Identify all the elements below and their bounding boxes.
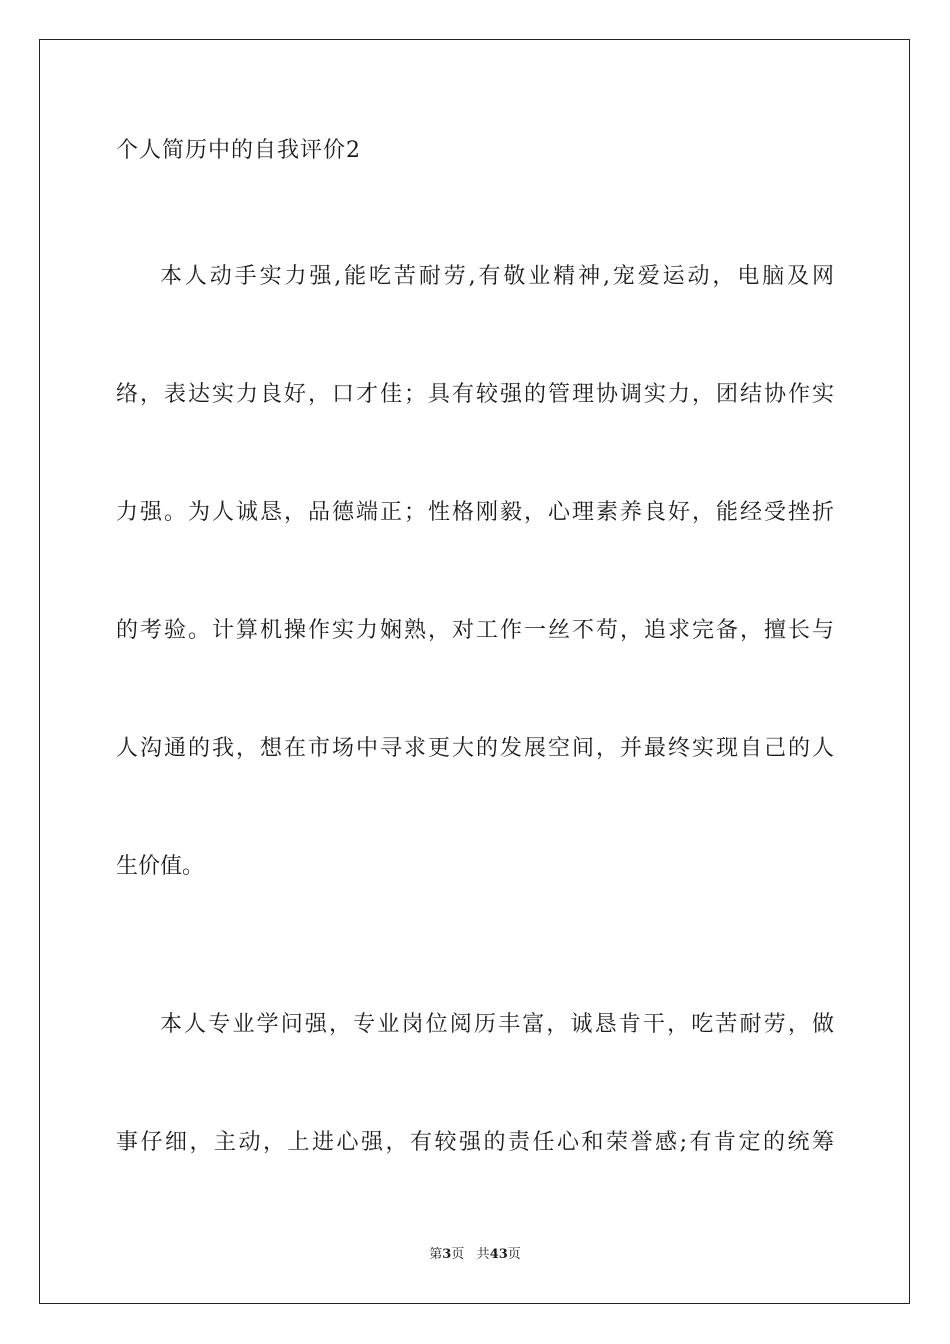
footer-total-prefix: 共 xyxy=(476,1247,490,1262)
footer-page-number: 3 xyxy=(442,1247,452,1262)
page-footer xyxy=(0,1246,950,1264)
paragraph-1-line-4: 的考验。计算机操作实力娴熟，对工作一丝不苟，追求完备，擅长与 xyxy=(116,618,834,643)
paragraph-1-line-6: 生价值。 xyxy=(116,854,205,879)
paragraph-1-line-5: 人沟通的我，想在市场中寻求更大的发展空间，并最终实现自己的人 xyxy=(116,736,834,761)
document-title: 个人简历中的自我评价2 xyxy=(116,138,361,163)
page-frame xyxy=(39,39,910,1304)
paragraph-1-line-3: 力强。为人诚恳，品德端正；性格刚毅，心理素养良好，能经受挫折 xyxy=(116,500,834,525)
paragraph-1-line-1: 本人动手实力强,能吃苦耐劳,有敬业精神,宠爱运动，电脑及网 xyxy=(160,264,834,289)
footer-page-suffix: 页 xyxy=(451,1247,465,1262)
paragraph-2-line-1: 本人专业学问强，专业岗位阅历丰富，诚恳肯干，吃苦耐劳，做 xyxy=(160,1012,834,1037)
paragraph-2-line-2: 事仔细，主动，上进心强，有较强的责任心和荣誉感;有肯定的统筹 xyxy=(116,1130,834,1155)
footer-page-prefix: 第 xyxy=(429,1247,443,1262)
footer-total-pages: 43 xyxy=(489,1247,508,1262)
footer-total-suffix: 页 xyxy=(507,1247,521,1262)
paragraph-1-line-2: 络，表达实力良好，口才佳；具有较强的管理协调实力，团结协作实 xyxy=(116,382,834,407)
